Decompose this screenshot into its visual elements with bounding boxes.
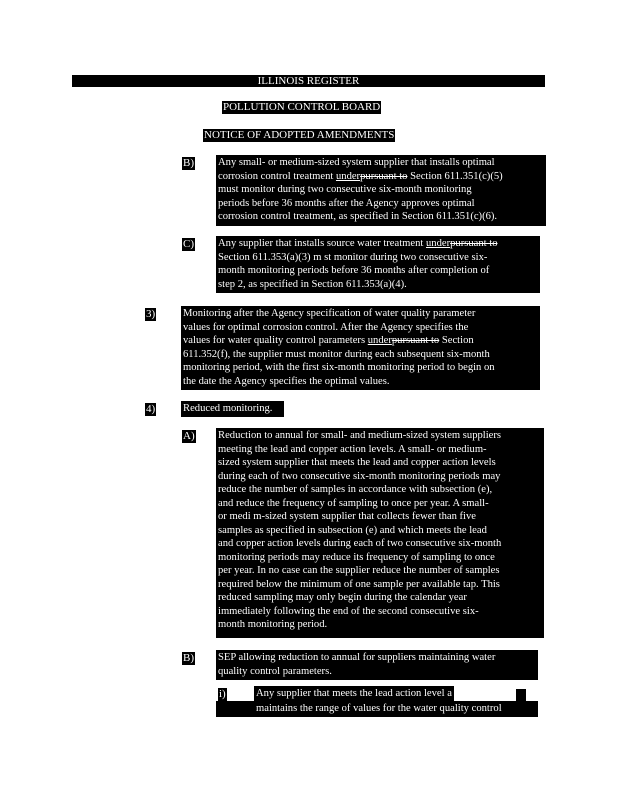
text-line: must monitor during two consecutive six-month monitoring <box>218 184 472 195</box>
text-line: reduce the number of samples in accordance with subsection (e), <box>218 484 493 495</box>
text-line: per year. In no case can the supplier reduce the number of samples <box>218 565 500 576</box>
text-line: meeting the lead and copper action levels. A small- or medium- <box>218 443 487 455</box>
item-label-b2: B) <box>183 652 194 664</box>
inserted-text: under <box>426 238 451 249</box>
register-title: ILLINOIS REGISTER <box>257 75 360 87</box>
deleted-text: pursuant to <box>391 335 440 346</box>
text-line: Any supplier that installs source water treatment underpursuant to <box>218 238 498 249</box>
paragraph-b-corrosion-monitoring <box>216 155 546 226</box>
text-line: step 2, as specified in Section 611.353(a)(4). <box>218 278 407 290</box>
heading-reduced-monitoring <box>181 401 284 417</box>
register-header-bar <box>72 75 545 87</box>
paragraph-c-source-water <box>216 236 540 293</box>
text-line: and copper action levels during each of two consecutive six-month <box>218 538 502 549</box>
text-line: values for water quality control parameters underpursuant to Section <box>183 335 474 346</box>
item-label-a: A) <box>183 430 195 442</box>
paragraph-i-line-1 <box>254 686 454 702</box>
paragraph-i-line-2 <box>216 701 538 717</box>
item-label-c: C) <box>183 238 194 250</box>
text-line: values for optimal corrosion control. After the Agency specifies the <box>183 321 469 333</box>
text-line: Section 611.353(a)(3) m st monitor during two consecutive six- <box>218 251 488 263</box>
text-line: the date the Agency specifies the optimal values. <box>183 375 390 387</box>
paragraph-3-monitoring-after-specification <box>181 306 540 390</box>
text-line: Monitoring after the Agency specification of water quality parameter <box>183 308 476 319</box>
redaction-mark <box>516 689 526 701</box>
text-line: SEP allowing reduction to annual for suppliers maintaining water <box>218 652 496 663</box>
text-line: monitoring period, with the first six-month monitoring period to begin on <box>183 362 495 373</box>
deleted-text: pursuant to <box>360 170 408 182</box>
text-line: 611.352(f), the supplier must monitor during each subsequent six-month <box>183 348 490 360</box>
text-line: Reduction to annual for small- and medium-sized system suppliers <box>218 430 502 441</box>
item-label-b: B) <box>183 157 194 169</box>
text-line: and reduce the frequency of sampling to once per year. A small- <box>218 497 489 509</box>
notice-title: NOTICE OF ADOPTED AMENDMENTS <box>204 129 395 141</box>
text-line: monitoring periods may reduce its frequency of sampling to once <box>218 551 495 563</box>
text-line: or medi m-sized system supplier that collects fewer than five <box>218 511 476 522</box>
text-line: month monitoring periods before 36 months after completion of <box>218 265 490 276</box>
item-label-3: 3) <box>146 308 156 320</box>
text-line: Reduced monitoring. <box>183 403 273 414</box>
text-line: reduced sampling may only begin during the calendar year <box>218 592 467 603</box>
inserted-text: under <box>335 170 361 182</box>
text-line: periods before 36 months after the Agency approves optimal <box>218 197 475 209</box>
text-line: Any small- or medium-sized system supplier that installs optimal <box>218 157 495 168</box>
text-line: corrosion control treatment underpursuant to Section 611.351(c)(5) <box>218 170 503 182</box>
text-line: maintains the range of values for the water quality control <box>256 703 502 714</box>
text-line: immediately following the end of the second consecutive six- <box>218 605 479 617</box>
board-title: POLLUTION CONTROL BOARD <box>223 101 381 113</box>
item-label-4: 4) <box>146 403 156 415</box>
text-line: during each of two consecutive six-month monitoring periods may <box>218 470 501 482</box>
deleted-text: pursuant to <box>450 238 498 249</box>
inserted-text: under <box>367 335 392 346</box>
text-line: quality control parameters. <box>218 665 332 677</box>
text-line: samples as specified in subsection (e) and which meets the lead <box>218 524 487 536</box>
paragraph-b-sep-reduction <box>216 650 538 680</box>
item-label-i: i) <box>219 688 226 700</box>
text-line: Any supplier that meets the lead action level a <box>256 688 452 699</box>
text-line: corrosion control treatment, as specified in Section 611.351(c)(6). <box>218 211 498 222</box>
paragraph-a-reduction-to-annual <box>216 428 544 638</box>
text-line: sized system supplier that meets the lead and copper action levels <box>218 457 496 468</box>
text-line: required below the minimum of one sample per available tap. This <box>218 578 500 590</box>
text-line: month monitoring period. <box>218 619 328 630</box>
